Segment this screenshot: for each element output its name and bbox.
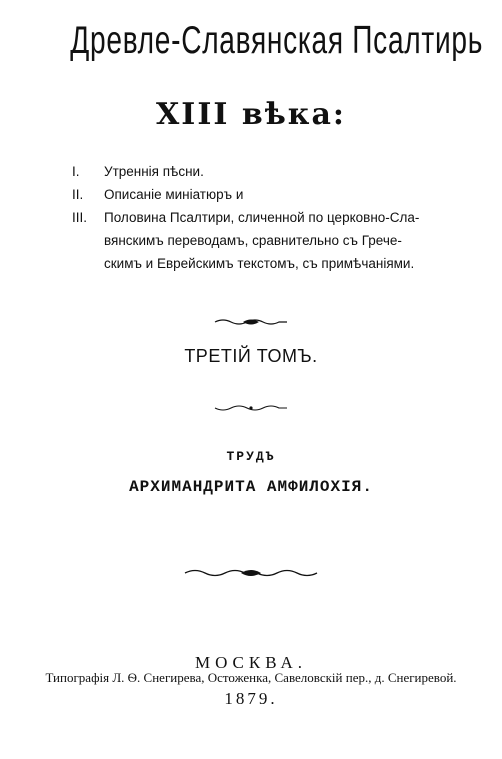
author-name: АРХИМАНДРИТА АМФИЛОХІЯ. (129, 478, 373, 496)
contents-item-line: вянскимъ переводамъ, сравнительно съ Грече- (104, 233, 402, 248)
contents-item-line: скимъ и Еврейскимъ текстомъ, съ примѣчаніями. (104, 256, 415, 271)
contents-item-line: Утреннія пѣсни. (104, 164, 204, 179)
book-title: Древле-Славянская Псалтирь (70, 19, 484, 62)
century-subtitle: XIII вѣка: (156, 97, 346, 132)
contents-item-2 (72, 183, 472, 206)
printer-line: Типографія Л. Ѳ. Снегирева, Остоженка, Савеловскій пер., д. Снегиревой. (45, 670, 457, 685)
contents-item-number: III. (72, 210, 88, 225)
flourish-ornament-icon (0, 566, 502, 576)
contents-item-3 (72, 206, 472, 275)
contents-list (72, 160, 472, 275)
city-name: МОСКВА. (194, 653, 308, 672)
contents-item-line: Половина Псалтири, сличенной по церковно-Сла- (104, 210, 420, 225)
contents-item-line: Описаніе миніатюръ и (104, 187, 244, 202)
flourish-ornament-icon (0, 400, 502, 410)
publication-year: 1879. (224, 689, 278, 708)
volume-heading: ТРЕТІЙ ТОМЪ. (184, 346, 318, 366)
contents-item-1 (72, 160, 472, 183)
contents-item-number: I. (72, 164, 80, 179)
work-label: ТРУДЪ (226, 449, 276, 464)
flourish-ornament-icon (0, 314, 502, 324)
contents-item-number: II. (72, 187, 84, 202)
